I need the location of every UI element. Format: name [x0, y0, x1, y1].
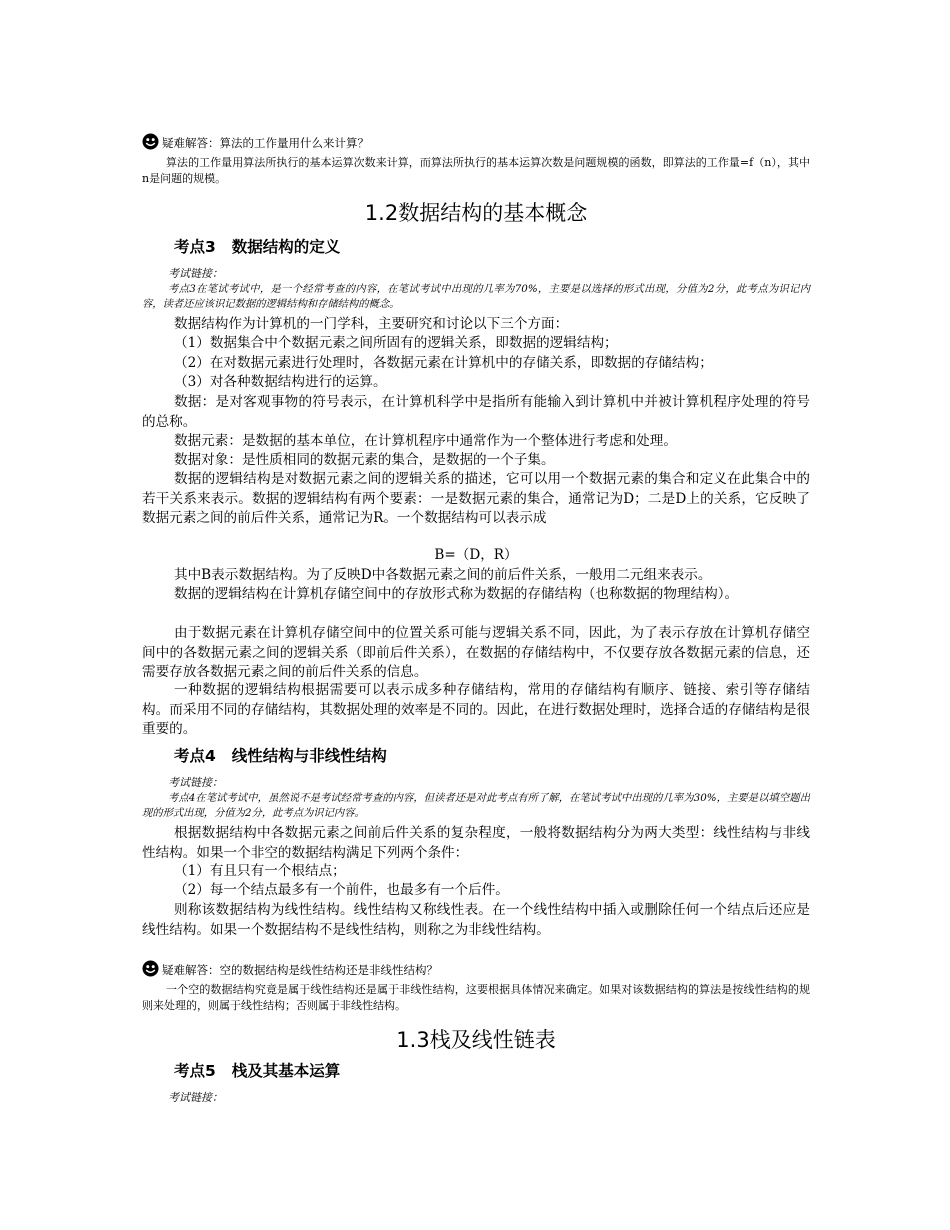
formula: B=（D，R） — [434, 547, 518, 563]
kp3-paragraph: （2）在对数据元素进行处理时，各数据元素在计算机中的存储关系，即数据的存储结构； — [174, 355, 713, 371]
section-title-1-3: 1.3栈及线性链表 — [396, 1028, 556, 1052]
kp4-exam-link-text: 考点4在笔试考试中，虽然说不是考试经常考查的内容，但读者还是对此考点有所了解，在笔试考试中出现的几率为30%，主要是以填空题出现的形式出现，分值为2分，此考点为识记内容。 — [142, 792, 810, 819]
qa-question-1 — [142, 133, 369, 154]
kp3-paragraph: 数据的逻辑结构是对数据元素之间的逻辑关系的描述，它可以用一个数据元素的集合和定义在此集合中的若干关系来表示。数据的逻辑结构有两个要素：一是数据元素的集合，通常记为D；二是D上的关系，它反映了数据元素之间的前后件关系，通常记为R。一个数据结构可以表示成 — [142, 471, 810, 526]
kp3-paragraph: （1）数据集合中个数据元素之间所固有的逻辑关系，即数据的逻辑结构； — [174, 335, 618, 351]
qa-answer-2: 一个空的数据结构究竟是属于线性结构还是属于非线性结构，这要根据具体情况来确定。如果对该数据结构的算法是按线性结构的规则来处理的，则属于线性结构；否则属于非线性结构。 — [142, 983, 810, 1012]
kp3-paragraph: 其中B表示数据结构。为了反映D中各数据元素之间的前后件关系，一般用二元组来表示。 — [174, 567, 712, 583]
kp4-paragraph: （2）每一个结点最多有一个前件，也最多有一个后件。 — [174, 882, 509, 898]
kp4-paragraph: 则称该数据结构为线性结构。线性结构又称线性表。在一个线性结构中插入或删除任何一个结点后还应是线性结构。如果一个数据结构不是线性结构，则称之为非线性结构。 — [142, 902, 810, 938]
kp3-title: 数据结构的定义 — [231, 238, 341, 256]
kp3-paragraph: 一种数据的逻辑结构根据需要可以表示成多种存储结构，常用的存储结构有顺序、链接、索引等存储结构。而采用不同的存储结构，其数据处理的效率是不同的。因此，在进行数据处理时，选择合适的存储结构是很重要的。 — [142, 682, 810, 737]
kp4-heading — [174, 745, 387, 767]
smiley-icon — [142, 960, 159, 981]
kp4-title: 线性结构与非线性结构 — [231, 747, 387, 765]
kp3-paragraph: 数据结构作为计算机的一门学科，主要研究和讨论以下三个方面： — [174, 316, 569, 332]
qa-question-text: 疑难解答：空的数据结构是线性结构还是非线性结构？ — [162, 963, 438, 977]
kp3-paragraph: 由于数据元素在计算机存储空间中的位置关系可能与逻辑关系不同，因此，为了表示存放在计算机存储空间中的各数据元素之间的逻辑关系（即前后件关系），在数据的存储结构中，不仅要存放各数据元素的信息，还需要存放各数据元素之间的前后件关系的信息。 — [142, 625, 810, 680]
kp3-paragraph: 数据元素：是数据的基本单位，在计算机程序中通常作为一个整体进行考虑和处理。 — [174, 433, 677, 449]
qa-question-2 — [142, 960, 438, 981]
kp3-paragraph: （3）对各种数据结构进行的运算。 — [174, 374, 387, 390]
kp3-paragraph: 数据：是对客观事物的符号表示，在计算机科学中是指所有能输入到计算机中并被计算机程序处理的符号的总称。 — [142, 394, 810, 430]
kp5-exam-link-label: 考试链接： — [168, 1091, 223, 1104]
smiley-icon — [142, 133, 159, 154]
kp5-title: 栈及其基本运算 — [231, 1062, 341, 1080]
section-title-1-2: 1.2数据结构的基本概念 — [364, 201, 588, 225]
kp3-paragraph: 数据的逻辑结构在计算机存储空间中的存放形式称为数据的存储结构（也称数据的物理结构）。 — [174, 586, 739, 602]
kp3-number: 考点3 — [174, 238, 216, 256]
kp4-paragraph: （1）有且只有一个根结点； — [174, 863, 346, 879]
kp4-exam-link-label: 考试链接： — [168, 776, 223, 789]
kp4-paragraph: 根据数据结构中各数据元素之间前后件关系的复杂程度，一般将数据结构分为两大类型：线性结构与非线性结构。如果一个非空的数据结构满足下列两个条件： — [142, 825, 810, 861]
kp5-number: 考点5 — [174, 1062, 216, 1080]
kp3-heading — [174, 236, 340, 258]
qa-question-text: 疑难解答：算法的工作量用什么来计算？ — [162, 136, 369, 150]
kp5-heading — [174, 1060, 340, 1082]
kp4-number: 考点4 — [174, 747, 216, 765]
kp3-paragraph: 数据对象：是性质相同的数据元素的集合，是数据的一个子集。 — [174, 452, 555, 468]
qa-answer-1: 算法的工作量用算法所执行的基本运算次数来计算，而算法所执行的基本运算次数是问题规模的函数，即算法的工作量=f（n），其中n是问题的规模。 — [142, 156, 810, 185]
kp3-exam-link-label: 考试链接： — [168, 267, 223, 280]
kp3-exam-link-text: 考点3在笔试考试中，是一个经常考查的内容，在笔试考试中出现的几率为70%，主要是以选择的形式出现，分值为2分，此考点为识记内容，读者还应该识记数据的逻辑结构和存储结构的概念。 — [142, 283, 810, 310]
